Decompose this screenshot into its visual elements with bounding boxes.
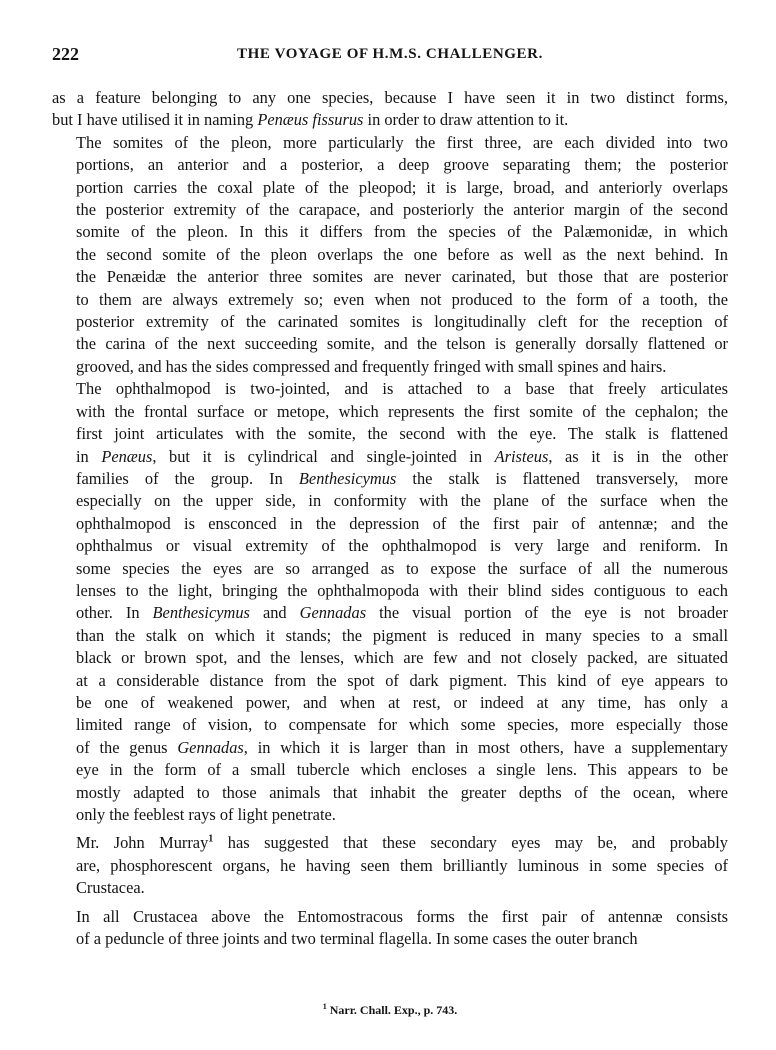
text-line: especially on the upper side, in conformity with the plane of the surface when the <box>76 491 728 511</box>
page-header <box>52 44 728 68</box>
text-line: grooved, and has the sides compressed and frequently fringed with small spines and hairs. <box>76 356 667 376</box>
footnote-marker: 1 <box>322 1002 327 1011</box>
text-line: other. In Benthesicymus and Gennadas the visual portion of the eye is not broader <box>76 603 728 623</box>
text-line: lenses to the light, bringing the ophthalmopoda with their blind sides contiguous to each <box>76 580 728 600</box>
text-line: of a peduncle of three joints and two terminal flagella. In some cases the outer branch <box>76 929 638 949</box>
text-line: be one of weakened power, and when at rest, or indeed at any time, has only a <box>76 692 728 712</box>
footnote <box>52 1003 728 1018</box>
taxon-name: Gennadas <box>177 737 244 757</box>
text-line: the second somite of the pleon overlaps the one before as well as the next behind. In <box>76 244 728 264</box>
text-line: The ophthalmopod is two-jointed, and is attached to a base that freely articulates <box>76 379 728 399</box>
text-line: ophthalmus or visual extremity of the ophthalmopod is very large and reniform. In <box>76 536 728 556</box>
paragraph-pleon-somites <box>52 132 728 378</box>
text-line: than the stalk on which it stands; the pigment is reduced in many species to a small <box>76 625 728 645</box>
paragraph-antennae <box>52 906 728 951</box>
text-line: black or brown spot, and the lenses, which are few and not closely packed, are situated <box>76 648 728 668</box>
text-line: portions, an anterior and a posterior, a deep groove separating them; the posterior <box>76 155 728 175</box>
text-line: of the genus Gennadas, in which it is larger than in most others, have a supplementary <box>76 737 728 757</box>
text-line: The somites of the pleon, more particularly the first three, are each divided into two <box>76 132 728 152</box>
text-line: are, phosphorescent organs, he having seen them brilliantly luminous in some species of <box>76 855 728 875</box>
text-line: portion carries the coxal plate of the pleopod; it is large, broad, and anteriorly overlaps <box>76 177 728 197</box>
taxon-name: Benthesicymus <box>152 603 250 623</box>
text-line: somite of the pleon. In this it differs from the species of the Palæmonidæ, in which <box>76 222 728 242</box>
taxon-name: Penæus <box>101 446 153 466</box>
footnote-reference: 1 <box>208 833 214 845</box>
taxon-name: Aristeus <box>494 446 549 466</box>
text-line: only the feeblest rays of light penetrate. <box>76 805 336 824</box>
taxon-name: Penæus fissurus <box>257 110 364 130</box>
paragraph-continuation <box>52 87 728 132</box>
taxon-name: Gennadas <box>299 603 367 623</box>
text-line: with the frontal surface or metope, which represents the first somite of the cephalon; the <box>76 401 728 421</box>
text-line: eye in the form of a small tubercle which encloses a single lens. This appears to be <box>76 760 728 780</box>
taxon-name: Benthesicymus <box>298 468 397 488</box>
text-line: limited range of vision, to compensate for which some species, more especially those <box>76 715 728 735</box>
text-line: at a considerable distance from the spot of dark pigment. This kind of eye appears to <box>76 670 728 690</box>
text-line: some species the eyes are so arranged as to expose the surface of all the numerous <box>76 558 728 578</box>
page-number: 222 <box>52 44 79 64</box>
text-line: Crustacea. <box>76 878 145 898</box>
text-line: mostly adapted to those animals that inhabit the greater depths of the ocean, where <box>76 782 728 802</box>
text-line: the posterior extremity of the carapace, and posteriorly the anterior margin of the second <box>76 200 728 220</box>
text-line: Mr. John Murray$^1$ has suggested that these secondary eyes may be, and probably <box>76 833 728 853</box>
text-line: but I have utilised it in naming Penæus fissurus in order to draw attention to it. <box>52 110 569 130</box>
text-line: first joint articulates with the somite, the second with the eye. The stalk is flattened <box>76 424 728 444</box>
text-line: to them are always extremely so; even when not produced to the form of a tooth, the <box>76 289 728 309</box>
text-line: in Penæus, but it is cylindrical and single-jointed in Aristeus, as it is in the other <box>76 446 728 466</box>
text-line: families of the group. In Benthesicymus the stalk is flattened transversely, more <box>76 468 728 488</box>
body-text <box>52 87 728 950</box>
running-title: THE VOYAGE OF H.M.S. CHALLENGER. <box>237 46 543 62</box>
text-line: as a feature belonging to any one species, because I have seen it in two distinct forms, <box>52 88 728 107</box>
text-line: the carina of the next succeeding somite, and the telson is generally dorsally flattened or <box>76 334 728 354</box>
footnote-text: Narr. Chall. Exp., p. 743. <box>329 1003 458 1017</box>
paragraph-ophthalmopod <box>52 378 728 826</box>
text-line: ophthalmopod is ensconced in the depression of the first pair of antennæ; and the <box>76 513 728 533</box>
text-line: posterior extremity of the carinated somites is longitudinally cleft for the reception of <box>76 312 728 332</box>
paragraph-murray <box>52 832 728 899</box>
text-line: the Penæidæ the anterior three somites are never carinated, but those that are posterior <box>76 267 728 287</box>
text-line: In all Crustacea above the Entomostracous forms the first pair of antennæ consists <box>76 906 728 926</box>
